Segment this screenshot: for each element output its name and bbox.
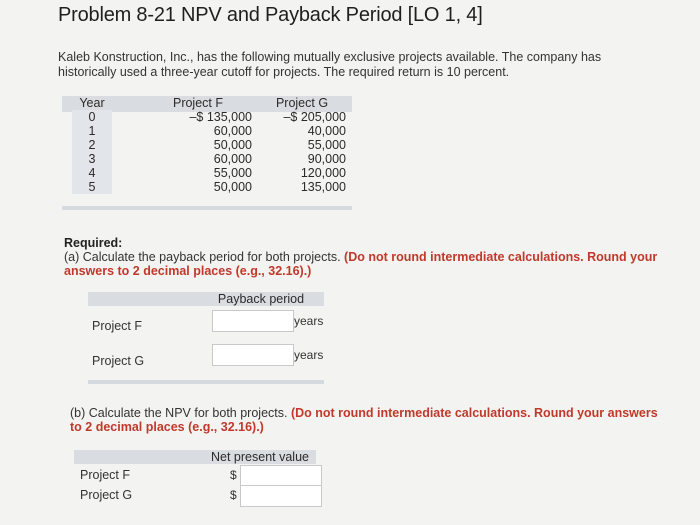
npv-input-project-f[interactable] xyxy=(240,465,322,487)
year-cell: 2 xyxy=(72,138,112,152)
part-b-instructions xyxy=(70,406,670,434)
project-g-cell: 120,000 xyxy=(300,166,346,180)
cashflow-table-footer-bar xyxy=(62,206,352,210)
part-a-rounding-note: (Do not round intermediate calculations. Round your answers to 2 decimal places (e.g., 32.16).) xyxy=(64,250,658,278)
project-f-header: Project F xyxy=(172,96,223,110)
required-label: Required: xyxy=(64,236,123,250)
npv-row-label-project-g: Project G xyxy=(80,488,133,502)
part-b-rounding-note: (Do not round intermediate calculations. Round your answers to 2 decimal places (e.g., 32.16).) xyxy=(70,406,658,434)
year-column xyxy=(72,96,112,194)
project-f-cell: 60,000 xyxy=(213,152,252,166)
project-g-header: Project G xyxy=(275,96,329,110)
year-cell: 5 xyxy=(72,180,112,194)
npv-currency-project-g: $ xyxy=(230,488,237,502)
project-f-cell: –$ 135,000 xyxy=(189,110,252,124)
npv-header: Net present value xyxy=(211,450,309,464)
project-g-cell: 40,000 xyxy=(307,124,346,138)
payback-row-label-project-f: Project F xyxy=(92,319,143,333)
project-g-cell: 90,000 xyxy=(307,152,346,166)
year-cell: 0 xyxy=(72,110,112,124)
payback-unit-project-f: years xyxy=(294,314,324,328)
payback-input-project-g[interactable] xyxy=(212,344,294,366)
npv-input-project-g[interactable] xyxy=(240,485,322,507)
project-f-cell: 60,000 xyxy=(213,124,252,138)
year-cell: 3 xyxy=(72,152,112,166)
project-g-cell: 135,000 xyxy=(300,180,346,194)
year-header: Year xyxy=(79,96,105,110)
project-f-column xyxy=(144,96,252,194)
payback-input-project-f[interactable] xyxy=(212,310,294,332)
payback-row-label-project-g: Project G xyxy=(92,354,145,368)
project-g-cell: 55,000 xyxy=(307,138,346,152)
project-f-cell: 50,000 xyxy=(213,138,252,152)
project-f-cell: 50,000 xyxy=(213,180,252,194)
payback-table-footer-bar xyxy=(88,380,324,384)
project-f-cell: 55,000 xyxy=(213,166,252,180)
year-cell: 4 xyxy=(72,166,112,180)
problem-intro: Kaleb Konstruction, Inc., has the following mutually exclusive projects available. The company has historically used a three-year cutoff for projects. The required return is 10 percent. xyxy=(58,50,602,79)
project-g-column xyxy=(258,96,346,194)
payback-unit-project-g: years xyxy=(294,348,324,362)
npv-row-label-project-f: Project F xyxy=(80,468,131,482)
payback-table xyxy=(88,292,324,392)
year-cell: 1 xyxy=(72,124,112,138)
npv-currency-project-f: $ xyxy=(230,468,237,482)
project-g-cell: –$ 205,000 xyxy=(283,110,346,124)
payback-period-header: Payback period xyxy=(217,292,305,306)
page-title: Problem 8-21 NPV and Payback Period [LO 1, 4] xyxy=(58,4,483,26)
part-b-text: (b) Calculate the NPV for both projects. xyxy=(70,406,288,420)
cashflow-table xyxy=(62,96,352,214)
part-a-instructions xyxy=(64,250,664,278)
npv-table xyxy=(74,450,316,518)
part-a-text: (a) Calculate the payback period for both projects. xyxy=(64,250,341,264)
